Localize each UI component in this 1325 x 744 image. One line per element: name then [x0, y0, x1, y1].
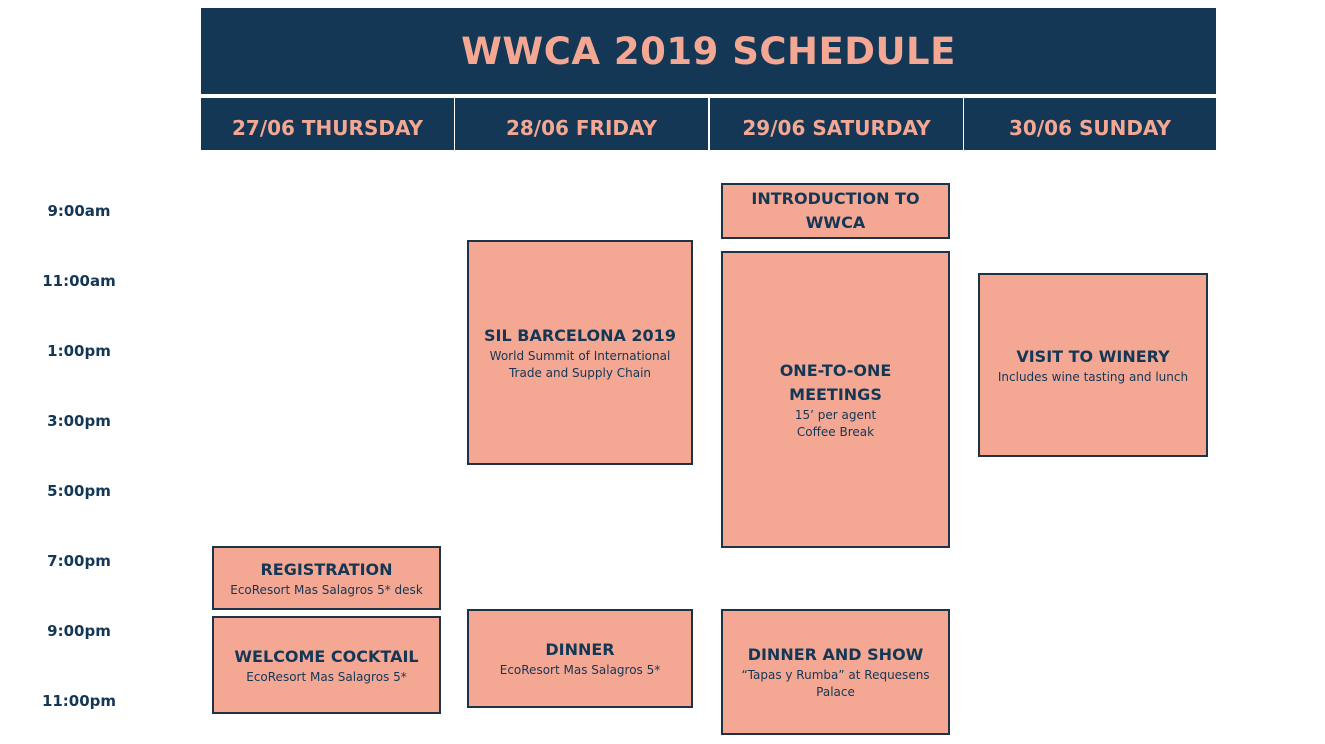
event-detail: Trade and Supply Chain [508, 365, 652, 380]
time-label: 7:00pm [47, 552, 111, 570]
event-sil-barcelona[interactable] [467, 240, 693, 465]
event-detail: Coffee Break [796, 424, 875, 439]
event-introduction[interactable] [721, 183, 950, 239]
event-registration[interactable] [212, 546, 441, 610]
title-bar [201, 8, 1216, 94]
time-label: 5:00pm [47, 482, 111, 500]
event-title: ONE-TO-ONE MEETINGS [779, 360, 892, 404]
event-title: INTRODUCTION TO WWCA [751, 189, 920, 232]
time-label: 3:00pm [47, 412, 111, 430]
event-visit-to-winery[interactable] [978, 273, 1208, 457]
event-detail: “Tapas y Rumba” at Requesens [741, 668, 930, 682]
day-header-saturday: 29/06 SATURDAY [710, 98, 963, 150]
time-label: 11:00am [42, 272, 116, 290]
event-dinner-friday[interactable] [467, 609, 693, 708]
event-detail: EcoResort Mas Salagros 5* [499, 663, 661, 677]
day-header-friday: 28/06 FRIDAY [455, 98, 708, 150]
event-detail: Includes wine tasting and lunch [997, 369, 1189, 384]
event-title: WELCOME COCKTAIL [234, 646, 419, 666]
time-label: 1:00pm [47, 342, 111, 360]
event-one-to-one-meetings[interactable] [721, 251, 950, 548]
event-title: DINNER AND SHOW [747, 645, 924, 664]
event-detail: Palace [816, 685, 855, 699]
event-title: DINNER [545, 640, 615, 659]
event-detail: 15’ per agent [794, 407, 877, 422]
event-title: SIL BARCELONA 2019 [484, 325, 676, 345]
time-label: 9:00am [47, 202, 111, 220]
event-detail: EcoResort Mas Salagros 5* [246, 669, 407, 684]
page-title: WWCA 2019 SCHEDULE [461, 29, 956, 73]
event-detail: World Summit of International [489, 348, 671, 363]
event-detail: EcoResort Mas Salagros 5* desk [230, 582, 423, 597]
time-label: 9:00pm [47, 622, 111, 640]
event-dinner-and-show[interactable] [721, 609, 950, 735]
event-title: VISIT TO WINERY [1016, 346, 1170, 366]
day-header-thursday: 27/06 THURSDAY [201, 98, 454, 150]
event-welcome-cocktail[interactable] [212, 616, 441, 714]
day-header-sunday: 30/06 SUNDAY [964, 98, 1216, 150]
event-title: REGISTRATION [260, 559, 393, 579]
time-label: 11:00pm [41, 692, 117, 710]
